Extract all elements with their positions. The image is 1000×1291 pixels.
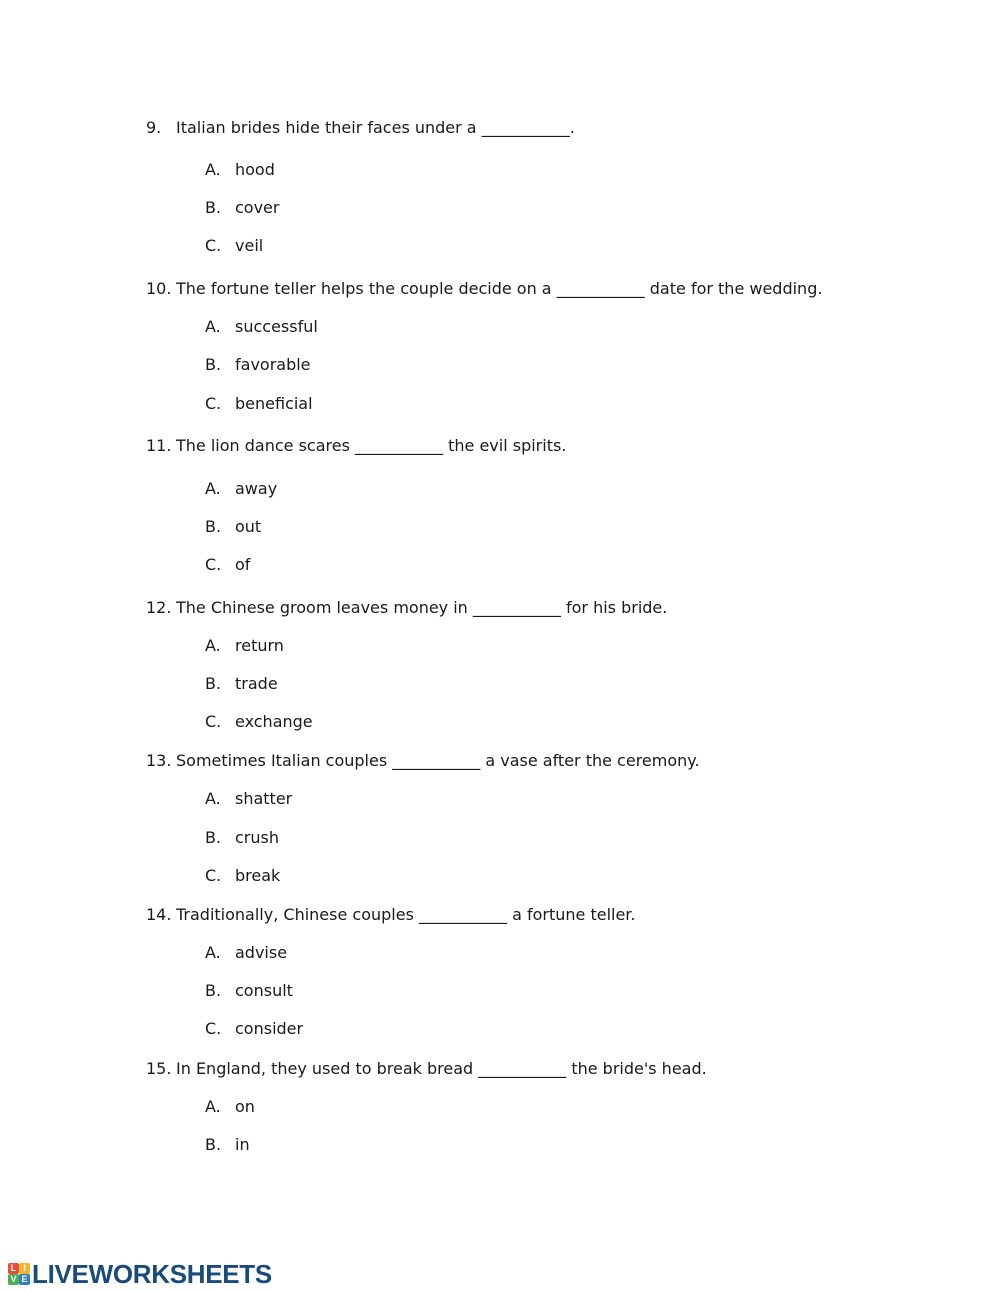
option-14c[interactable] bbox=[205, 1019, 303, 1039]
option-letter: B. bbox=[205, 355, 222, 374]
option-text: successful bbox=[235, 317, 318, 336]
logo-letter-e: E bbox=[19, 1274, 30, 1285]
option-text: consult bbox=[235, 981, 293, 1000]
logo-letter-i: I bbox=[19, 1263, 30, 1274]
option-9a[interactable] bbox=[205, 160, 275, 180]
question-10 bbox=[146, 279, 822, 299]
option-letter: B. bbox=[205, 981, 222, 1000]
option-text: break bbox=[235, 866, 281, 885]
option-letter: A. bbox=[205, 160, 221, 179]
question-text: The lion dance scares ___________ the evil spirits. bbox=[176, 436, 567, 455]
option-text: veil bbox=[235, 236, 264, 255]
option-letter: B. bbox=[205, 1135, 222, 1154]
option-letter: B. bbox=[205, 517, 222, 536]
option-text: of bbox=[235, 555, 251, 574]
option-10b[interactable] bbox=[205, 355, 311, 375]
option-letter: C. bbox=[205, 1019, 222, 1038]
option-letter: A. bbox=[205, 1097, 221, 1116]
option-letter: A. bbox=[205, 636, 221, 655]
option-11b[interactable] bbox=[205, 517, 261, 537]
option-text: favorable bbox=[235, 355, 311, 374]
option-11a[interactable] bbox=[205, 479, 277, 499]
option-text: exchange bbox=[235, 712, 313, 731]
option-text: cover bbox=[235, 198, 280, 217]
option-text: consider bbox=[235, 1019, 304, 1038]
question-number: 13. bbox=[146, 751, 172, 770]
question-text: In England, they used to break bread ___________ the bride's head. bbox=[176, 1059, 707, 1078]
option-13b[interactable] bbox=[205, 828, 279, 848]
question-number: 14. bbox=[146, 905, 172, 924]
option-9b[interactable] bbox=[205, 198, 279, 218]
option-letter: A. bbox=[205, 943, 221, 962]
question-number: 9. bbox=[146, 118, 162, 137]
option-letter: B. bbox=[205, 828, 222, 847]
question-text: Italian brides hide their faces under a ___________. bbox=[176, 118, 575, 137]
brand-text: LIVEWORKSHEETS bbox=[32, 1258, 272, 1289]
option-10a[interactable] bbox=[205, 317, 318, 337]
liveworksheets-brand bbox=[8, 1258, 272, 1289]
option-text: crush bbox=[235, 828, 279, 847]
option-letter: A. bbox=[205, 789, 221, 808]
question-number: 10. bbox=[146, 279, 172, 298]
liveworksheets-logo-icon bbox=[8, 1263, 30, 1285]
question-text: The fortune teller helps the couple decide on a ___________ date for the wedding. bbox=[176, 279, 823, 298]
question-15 bbox=[146, 1059, 707, 1079]
question-13 bbox=[146, 751, 700, 771]
question-text: The Chinese groom leaves money in ___________ for his bride. bbox=[176, 598, 668, 617]
option-12c[interactable] bbox=[205, 712, 313, 732]
option-12a[interactable] bbox=[205, 636, 284, 656]
option-11c[interactable] bbox=[205, 555, 250, 575]
option-10c[interactable] bbox=[205, 394, 313, 414]
option-letter: C. bbox=[205, 866, 222, 885]
option-letter: C. bbox=[205, 394, 222, 413]
option-text: beneficial bbox=[235, 394, 313, 413]
option-14a[interactable] bbox=[205, 943, 287, 963]
question-14 bbox=[146, 905, 636, 925]
option-letter: C. bbox=[205, 555, 222, 574]
option-text: on bbox=[235, 1097, 255, 1116]
option-text: trade bbox=[235, 674, 278, 693]
question-number: 11. bbox=[146, 436, 172, 455]
option-15b[interactable] bbox=[205, 1135, 250, 1155]
option-14b[interactable] bbox=[205, 981, 293, 1001]
option-text: hood bbox=[235, 160, 275, 179]
question-9 bbox=[146, 118, 575, 138]
option-text: in bbox=[235, 1135, 250, 1154]
option-letter: A. bbox=[205, 317, 221, 336]
logo-letter-v: V bbox=[8, 1274, 19, 1285]
option-text: away bbox=[235, 479, 278, 498]
option-text: return bbox=[235, 636, 284, 655]
option-letter: B. bbox=[205, 198, 222, 217]
question-text: Sometimes Italian couples ___________ a vase after the ceremony. bbox=[176, 751, 700, 770]
question-number: 15. bbox=[146, 1059, 172, 1078]
option-text: advise bbox=[235, 943, 288, 962]
option-letter: C. bbox=[205, 712, 222, 731]
option-13a[interactable] bbox=[205, 789, 292, 809]
question-number: 12. bbox=[146, 598, 172, 617]
option-15a[interactable] bbox=[205, 1097, 255, 1117]
option-letter: A. bbox=[205, 479, 221, 498]
option-text: shatter bbox=[235, 789, 293, 808]
option-letter: C. bbox=[205, 236, 222, 255]
option-text: out bbox=[235, 517, 262, 536]
option-12b[interactable] bbox=[205, 674, 278, 694]
option-9c[interactable] bbox=[205, 236, 263, 256]
option-13c[interactable] bbox=[205, 866, 280, 886]
option-letter: B. bbox=[205, 674, 222, 693]
logo-letter-l: L bbox=[8, 1263, 19, 1274]
question-text: Traditionally, Chinese couples ___________ a fortune teller. bbox=[176, 905, 636, 924]
question-11 bbox=[146, 436, 566, 456]
question-12 bbox=[146, 598, 667, 618]
